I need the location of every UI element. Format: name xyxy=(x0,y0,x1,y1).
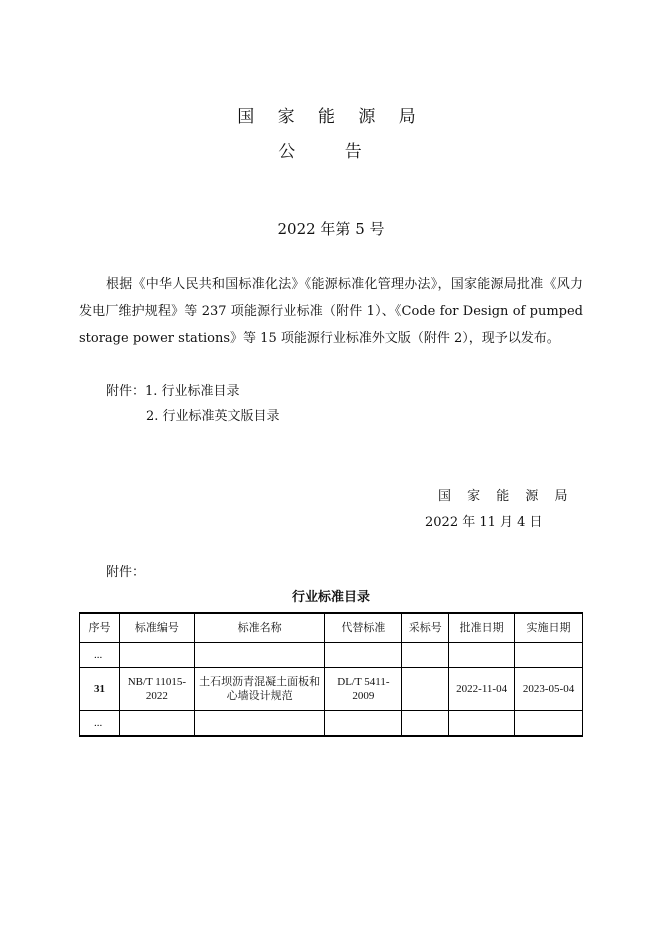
col-header-replaces: 代替标准 xyxy=(325,613,402,643)
standards-table xyxy=(79,612,583,737)
table-title: 行业标准目录 xyxy=(291,590,370,605)
signature-org: 国 家 能 源 局 xyxy=(438,489,574,504)
col-header-approved: 批准日期 xyxy=(449,613,515,643)
attachment-item-1 xyxy=(106,380,240,399)
col-header-effective: 实施日期 xyxy=(515,613,583,643)
cell-approved: 2022-11-04 xyxy=(449,668,515,711)
table-header-row xyxy=(80,613,583,643)
document-number: 2022 年第 5 号 xyxy=(277,220,385,238)
table-row xyxy=(80,711,583,737)
cell-effective: 2023-05-04 xyxy=(515,668,583,711)
ellipsis-cell: ... xyxy=(80,711,120,737)
cell-adopted xyxy=(402,668,449,711)
cell-name: 土石坝沥青混凝土面板和心墙设计规范 xyxy=(194,668,325,711)
document-type: 公 告 xyxy=(278,142,384,162)
col-header-code: 标准编号 xyxy=(119,613,194,643)
col-header-adopted: 采标号 xyxy=(402,613,449,643)
announcement-paragraph: 根据《中华人民共和国标准化法》《能源标准化管理办法》，国家能源局批准《风力发电厂维护规程》等 237 项能源行业标准（附件 1）、《Code for Design of pumped storage power stations》等 15 项能源行业标准外文版（附件 2），现予以发布。 xyxy=(79,277,583,346)
cell-seq: 31 xyxy=(80,668,120,711)
cell-replaces: DL/T 5411-2009 xyxy=(325,668,402,711)
col-header-name: 标准名称 xyxy=(194,613,325,643)
attachment-label: 附件： xyxy=(106,384,146,399)
cell-code: NB/T 11015-2022 xyxy=(119,668,194,711)
signature-date: 2022 年 11 月 4 日 xyxy=(425,515,543,530)
table-row xyxy=(80,643,583,668)
attachment-item-2: 2. 行业标准英文版目录 xyxy=(146,409,280,424)
ellipsis-cell: ... xyxy=(80,643,120,668)
issuer-title: 国 家 能 源 局 xyxy=(237,107,425,127)
table-row xyxy=(80,668,583,711)
col-header-seq: 序号 xyxy=(80,613,120,643)
appendix-label: 附件： xyxy=(106,565,146,580)
attachment-item-1-text: 1. 行业标准目录 xyxy=(145,384,240,399)
